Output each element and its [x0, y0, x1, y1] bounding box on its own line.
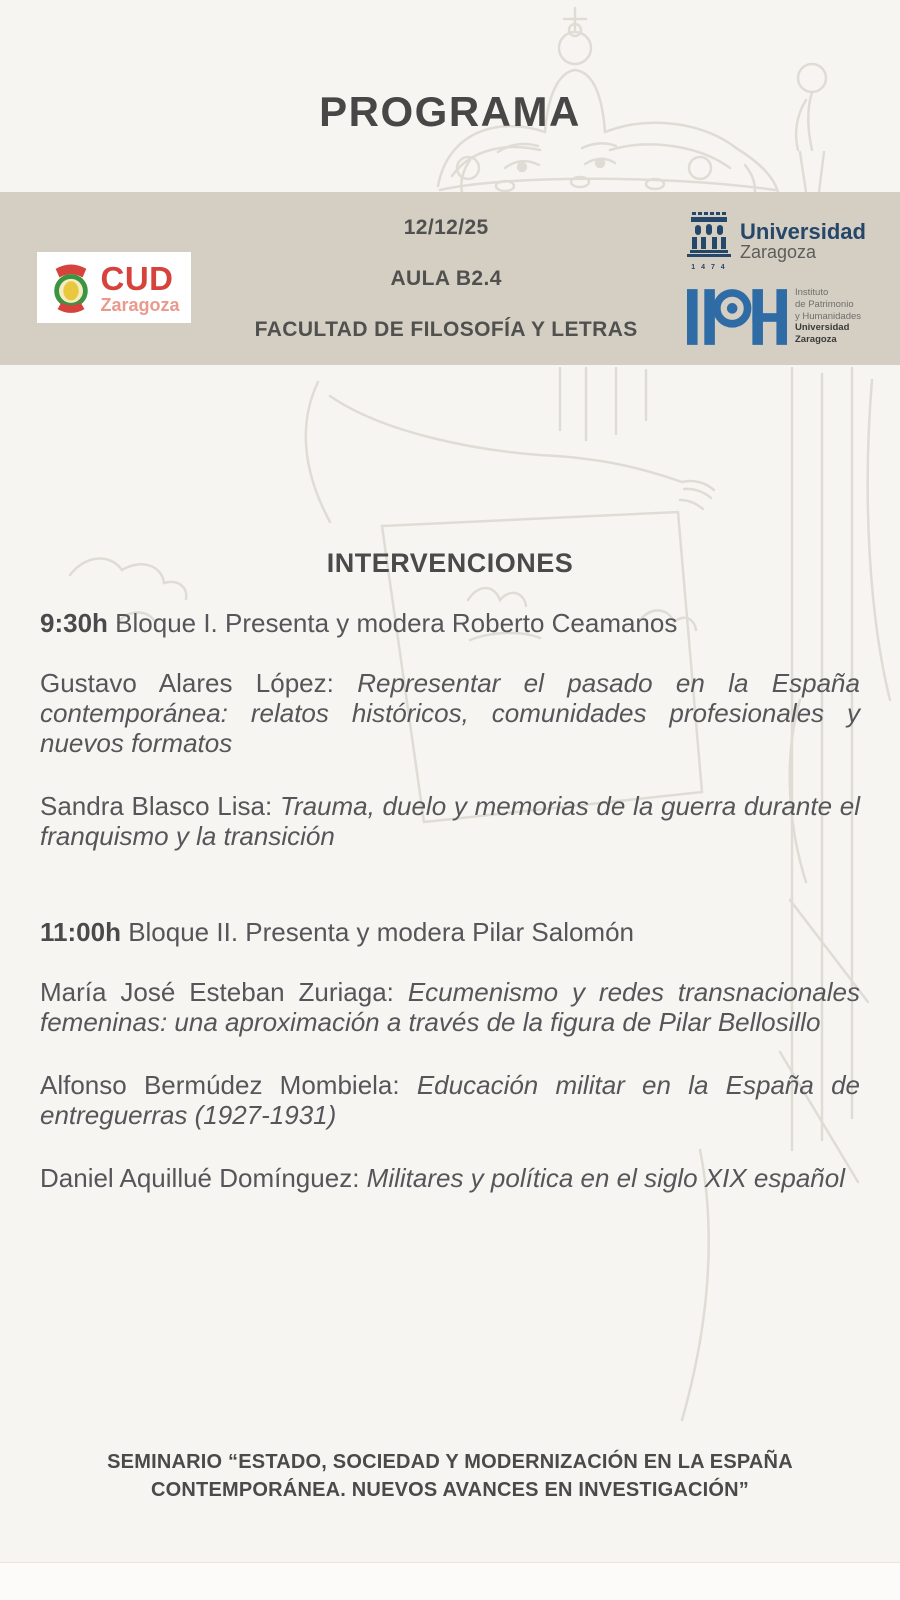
event-date: 12/12/25: [403, 215, 489, 239]
iph-logo-text: [795, 287, 861, 346]
seminar-title-line1: SEMINARIO “ESTADO, SOCIEDAD Y MODERNIZACIÓN EN LA ESPAÑA: [107, 1451, 793, 1473]
talk-speaker: María José Esteban Zuriaga:: [40, 977, 394, 1007]
iph-line2: de Patrimonio: [795, 298, 854, 310]
cud-city: Zaragoza: [100, 294, 180, 315]
iph-line1: Instituto: [795, 286, 829, 298]
cud-logo-text: [100, 259, 180, 315]
talk-title: Trauma, duelo y memorias de la guerra durante el franquismo y la transición: [40, 791, 861, 851]
paper-edge: [0, 1562, 900, 1600]
event-info-band: [0, 192, 900, 365]
iph-logo: [687, 287, 882, 346]
talk-title: Militares y política en el siglo XIX español: [366, 1163, 846, 1193]
talk-item: [40, 668, 860, 758]
iph-letters-icon: [687, 289, 787, 345]
talk-speaker: Sandra Blasco Lisa:: [40, 791, 273, 821]
block-1-time: 9:30h: [40, 608, 108, 638]
interventions-heading: INTERVENCIONES: [326, 548, 574, 578]
uz-building-emblem: [687, 211, 731, 271]
talk-speaker: Gustavo Alares López:: [40, 668, 334, 698]
event-venue: FACULTAD DE FILOSOFÍA Y LETRAS: [254, 317, 638, 341]
block-2-label: Bloque II. Presenta y modera Pilar Salomón: [128, 917, 635, 947]
seminar-title-line2: CONTEMPORÁNEA. NUEVOS AVANCES EN INVESTIGACIÓN”: [151, 1479, 749, 1501]
talk-item: [40, 791, 860, 851]
iph-line4: Universidad: [795, 322, 850, 334]
talk-title: Educación militar en la España de entreguerras (1927-1931): [40, 1070, 860, 1130]
talk-title: Representar el pasado en la España contemporánea: relatos históricos, comunidades profesionales y nuevos formatos: [40, 668, 860, 758]
uz-name: Universidad: [740, 218, 866, 244]
block-1-label: Bloque I. Presenta y modera Roberto Ceamanos: [115, 608, 678, 638]
uz-founding-year: 1 4 7 4: [691, 263, 727, 271]
page-title: PROGRAMA: [319, 88, 581, 135]
cud-acronym: CUD: [100, 259, 174, 297]
iph-line5: Zaragoza: [795, 334, 837, 346]
block-1-header: [40, 608, 860, 638]
talk-speaker: Daniel Aquillué Domínguez:: [40, 1163, 360, 1193]
iph-line3: y Humanidades: [795, 310, 862, 322]
talk-item: [40, 1163, 860, 1193]
uz-city: Zaragoza: [740, 241, 817, 262]
universidad-zaragoza-logo: [687, 211, 882, 271]
event-details: [255, 192, 638, 365]
uz-building-icon: [687, 211, 731, 257]
uz-logo-text: [740, 220, 866, 262]
talk-title: Ecumenismo y redes transnacionales femeninas: una aproximación a través de la figura de Pilar Bellosillo: [40, 977, 860, 1037]
block-2-header: [40, 917, 860, 947]
talk-speaker: Alfonso Bermúdez Mombiela:: [40, 1070, 400, 1100]
talk-item: [40, 977, 860, 1037]
event-room: AULA B2.4: [390, 266, 502, 290]
cud-crest-icon: [48, 259, 94, 317]
cud-zaragoza-logo: [37, 252, 191, 323]
block-divider-space: [40, 884, 860, 917]
seminar-title: [0, 1448, 900, 1504]
schedule: [40, 608, 860, 1226]
institution-logos: [687, 192, 882, 365]
block-2-time: 11:00h: [40, 917, 121, 947]
talk-item: [40, 1070, 860, 1130]
